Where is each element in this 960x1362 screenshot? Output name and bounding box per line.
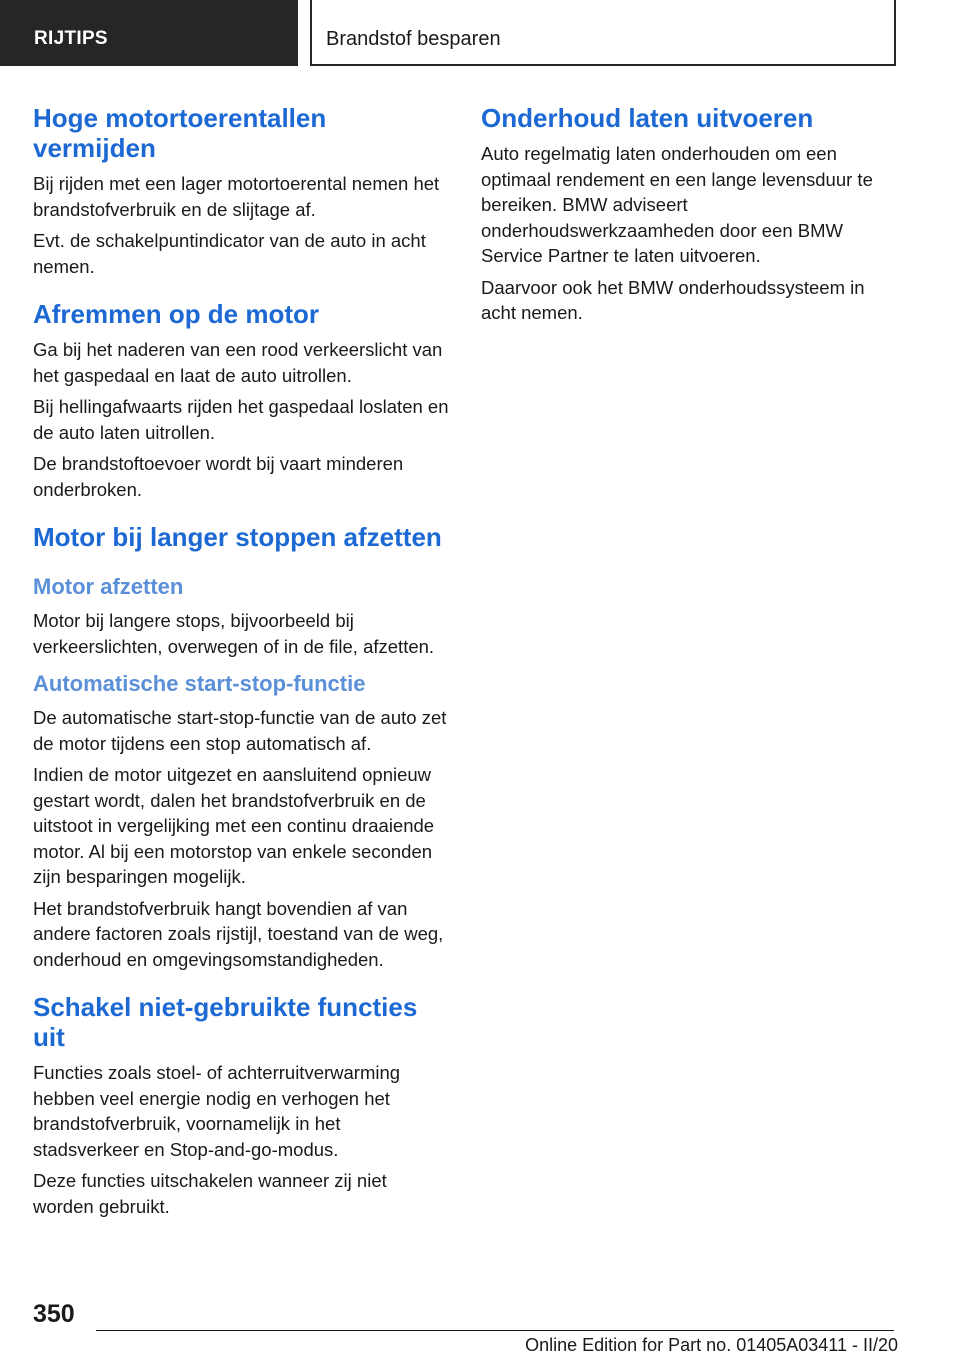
- section-switch-off-functions: [33, 992, 451, 1219]
- paragraph: Indien de motor uitgezet en aansluitend opnieuw gestart wordt, dalen het brandstofverbruik en de uitstoot in vergelijking met een continu draaiende motor. Al bij een motorstop van enkele seconden zijn besparingen mogelijk.: [33, 764, 435, 887]
- paragraph: Motor bij langere stops, bijvoorbeeld bij verkeerslichten, overwegen of in de file, afzetten.: [33, 610, 435, 657]
- left-column: [33, 103, 451, 1239]
- chapter-tab: Brandstof besparen: [310, 0, 896, 66]
- section-title: Motor bij langer stoppen afzetten: [33, 522, 442, 552]
- subsection-title: Automatische start-stop-functie: [33, 671, 366, 696]
- section-title: Hoge motortoerentallen vermijden: [33, 103, 327, 163]
- section-high-rpm: [33, 103, 451, 279]
- section-title: Schakel niet-gebruikte functies uit: [33, 992, 418, 1052]
- section-stop-engine: [33, 522, 451, 972]
- subsection-engine-off: [33, 574, 451, 659]
- paragraph: Daarvoor ook het BMW onderhoudssysteem in acht nemen.: [481, 276, 865, 323]
- paragraph: Bij rijden met een lager motortoerental nemen het brandstofverbruik en de slijtage af.: [33, 173, 440, 220]
- paragraph: Bij hellingafwaarts rijden het gaspedaal loslaten en de auto laten uitrollen.: [33, 396, 449, 443]
- page-number: 350: [33, 1300, 75, 1328]
- section-engine-braking: [33, 299, 451, 502]
- section-title: Onderhoud laten uitvoeren: [481, 103, 814, 133]
- section-title: Afremmen op de motor: [33, 299, 320, 329]
- footer-divider: [96, 1330, 894, 1331]
- subsection-auto-start-stop: [33, 671, 451, 972]
- subsection-title: Motor afzetten: [33, 574, 184, 599]
- paragraph: Ga bij het naderen van een rood verkeerslicht van het gaspedaal en laat de auto uitrollen.: [33, 339, 443, 386]
- section-tab: RIJTIPS: [0, 0, 298, 66]
- edition-note: Online Edition for Part no. 01405A03411 - II/20: [525, 1335, 898, 1355]
- paragraph: Evt. de schakelpuntindicator van de auto in acht nemen.: [33, 230, 426, 277]
- paragraph: De brandstoftoevoer wordt bij vaart minderen onderbroken.: [33, 453, 404, 500]
- page-header: [0, 0, 960, 66]
- paragraph: Het brandstofverbruik hangt bovendien af van andere factoren zoals rijstijl, toestand van de weg, onderhoud en omgevingsomstandigheden.: [33, 897, 444, 970]
- paragraph: Deze functies uitschakelen wanneer zij niet worden gebruikt.: [33, 1170, 387, 1217]
- section-maintenance: [481, 103, 899, 326]
- paragraph: Auto regelmatig laten onderhouden om een optimaal rendement en een lange levensduur te bereiken. BMW adviseert onderhoudswerkzaamheden door een BMW Service Partner te laten uitvoeren.: [481, 143, 873, 266]
- paragraph: De automatische start-stop-functie van de auto zet de motor tijdens een stop automatisch af.: [33, 707, 447, 754]
- right-column: [481, 103, 899, 346]
- paragraph: Functies zoals stoel- of achterruitverwarming hebben veel energie nodig en verhogen het brandstofverbruik, voornamelijk in het stadsverkeer en Stop-and-go-modus.: [33, 1062, 401, 1160]
